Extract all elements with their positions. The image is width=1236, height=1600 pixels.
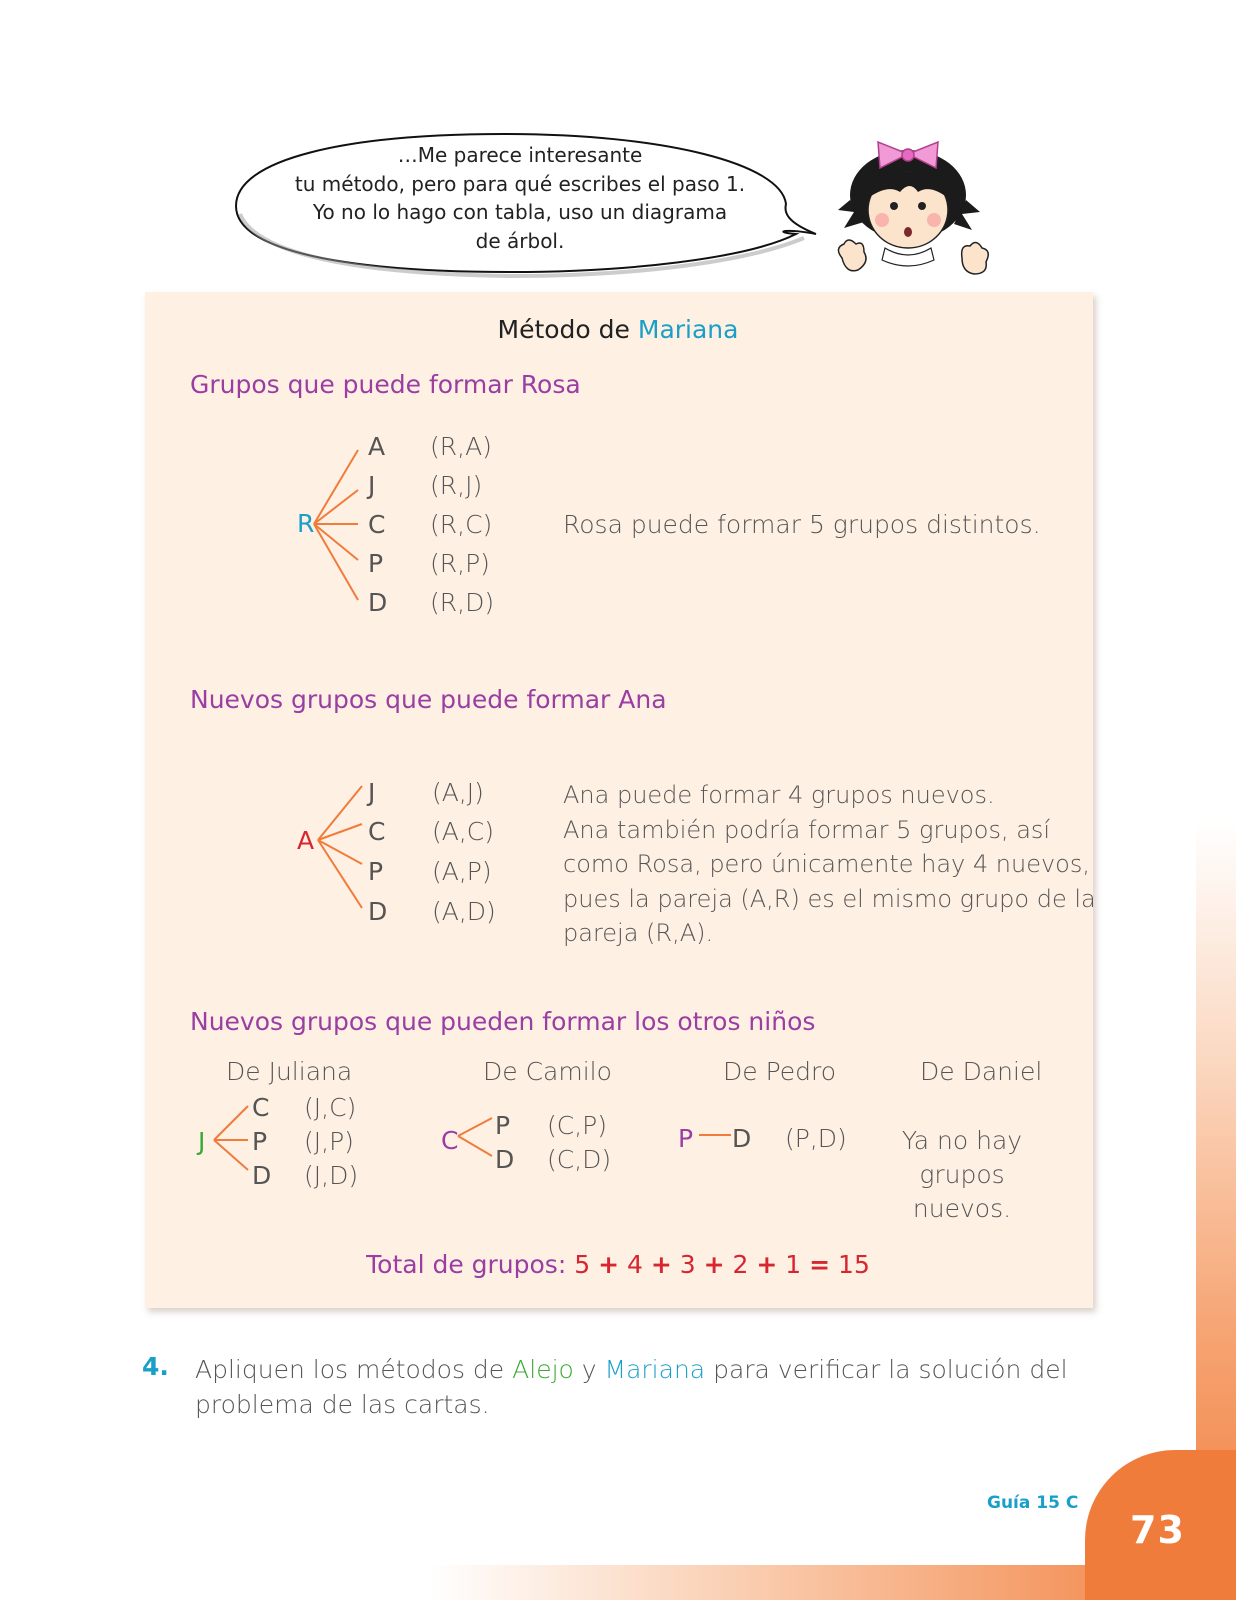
pair-label: (J,P) [304, 1127, 354, 1156]
total-line [0, 1250, 1236, 1279]
total-operator: + [756, 1250, 778, 1279]
tree-ana-branches [314, 778, 372, 918]
pair-label: (R,A) [430, 432, 492, 461]
tree-root-j: J [198, 1127, 206, 1156]
bubble-line: tu método, pero para qué escribes el paso 1. [294, 171, 746, 196]
total-term: 5 [574, 1250, 591, 1279]
tree-juliana-branches [210, 1098, 254, 1178]
tree-root-a: A [297, 826, 315, 855]
tree-branch: D [495, 1145, 515, 1174]
total-term: 2 [732, 1250, 749, 1279]
tree-pedro-branch [697, 1130, 733, 1140]
tree-rosa-branches [310, 440, 370, 610]
speech-bubble-text [280, 141, 760, 255]
panel-title [0, 315, 1236, 344]
pair-label: (A,D) [432, 897, 496, 926]
total-operator: + [598, 1250, 620, 1279]
daniel-note [862, 1124, 1062, 1226]
exercise-line-2: problema de las cartas. [195, 1390, 490, 1419]
exercise-text-c: para verificar la solución del [713, 1355, 1068, 1384]
exercise-name-mariana: Mariana [604, 1355, 706, 1384]
camilo-label: De Camilo [483, 1057, 612, 1086]
pair-label: (J,D) [304, 1161, 359, 1190]
exercise-number: 4. [142, 1352, 169, 1381]
note-line: como Rosa, pero únicamente hay 4 nuevos, [563, 850, 1090, 878]
note-line: pues la pareja (A,R) es el mismo grupo de la [563, 884, 1096, 913]
exercise-text-a: Apliquen los métodos de [195, 1355, 505, 1384]
total-operator: + [650, 1250, 672, 1279]
tree-branch: P [495, 1111, 511, 1140]
guide-label: Guía 15 C [987, 1493, 1079, 1513]
tree-branch: J [368, 471, 376, 500]
tree-root-p: P [678, 1124, 694, 1153]
daniel-line: Ya no hay grupos [901, 1126, 1023, 1189]
bubble-line: de árbol. [475, 228, 565, 253]
pair-label: (R,D) [430, 588, 495, 617]
pair-label: (R,J) [430, 471, 483, 500]
exercise-text-b: y [581, 1355, 597, 1384]
total-operator: = [809, 1250, 831, 1279]
section1-heading: Grupos que puede formar Rosa [190, 370, 581, 399]
pair-label: (R,C) [430, 510, 493, 539]
note-line: pareja (R,A). [563, 919, 714, 947]
tree-root-r: R [297, 509, 315, 538]
page-number: 73 [1130, 1508, 1185, 1552]
tree-branch: C [252, 1093, 270, 1122]
tree-branch: P [368, 857, 384, 886]
pair-label: (A,J) [432, 778, 484, 807]
tree-branch: P [368, 549, 384, 578]
tree-branch: A [368, 432, 386, 461]
exercise-line-1 [195, 1352, 1145, 1387]
pair-label: (C,P) [547, 1111, 607, 1140]
juliana-label: De Juliana [226, 1057, 353, 1086]
total-result: 15 [838, 1250, 870, 1279]
tree-branch: P [252, 1127, 268, 1156]
daniel-line: nuevos. [912, 1194, 1012, 1223]
panel-title-prefix: Método de [497, 315, 630, 344]
tree-branch: D [368, 588, 388, 617]
pair-label: (A,P) [432, 857, 492, 886]
pair-label: (A,C) [432, 817, 495, 846]
section2-note [563, 778, 1096, 951]
panel-title-name: Mariana [637, 315, 739, 344]
note-line: Ana puede formar 4 grupos nuevos. [563, 781, 995, 809]
tree-branch: D [368, 897, 388, 926]
bubble-line: …Me parece interesante [397, 143, 643, 167]
total-operator: + [703, 1250, 725, 1279]
tree-branch: J [368, 778, 376, 807]
daniel-label: De Daniel [920, 1057, 1043, 1086]
pedro-label: De Pedro [723, 1057, 837, 1086]
pair-label: (C,D) [547, 1145, 612, 1174]
tree-branch: D [252, 1161, 272, 1190]
note-line: Ana también podría formar 5 grupos, así [563, 815, 1051, 844]
exercise-name-alejo: Alejo [512, 1355, 574, 1384]
tree-root-c: C [441, 1126, 459, 1155]
pair-label: (R,P) [430, 549, 490, 578]
tree-branch: D [732, 1124, 752, 1153]
section2-heading: Nuevos grupos que puede formar Ana [190, 685, 667, 714]
total-term: 1 [785, 1250, 802, 1279]
bubble-line: Yo no lo hago con tabla, uso un diagrama [312, 200, 728, 224]
section1-note: Rosa puede formar 5 grupos distintos. [563, 510, 1041, 539]
tree-branch: C [368, 510, 386, 539]
pair-label: (P,D) [785, 1124, 847, 1153]
total-label: Total de grupos: [366, 1250, 567, 1279]
total-term: 3 [679, 1250, 696, 1279]
total-term: 4 [626, 1250, 643, 1279]
pair-label: (J,C) [304, 1093, 357, 1122]
tree-camilo-branches [454, 1112, 498, 1162]
section3-heading: Nuevos grupos que pueden formar los otros niños [190, 1007, 816, 1036]
girl-illustration [830, 140, 1000, 290]
tree-branch: C [368, 817, 386, 846]
exercise-text [195, 1352, 1145, 1422]
